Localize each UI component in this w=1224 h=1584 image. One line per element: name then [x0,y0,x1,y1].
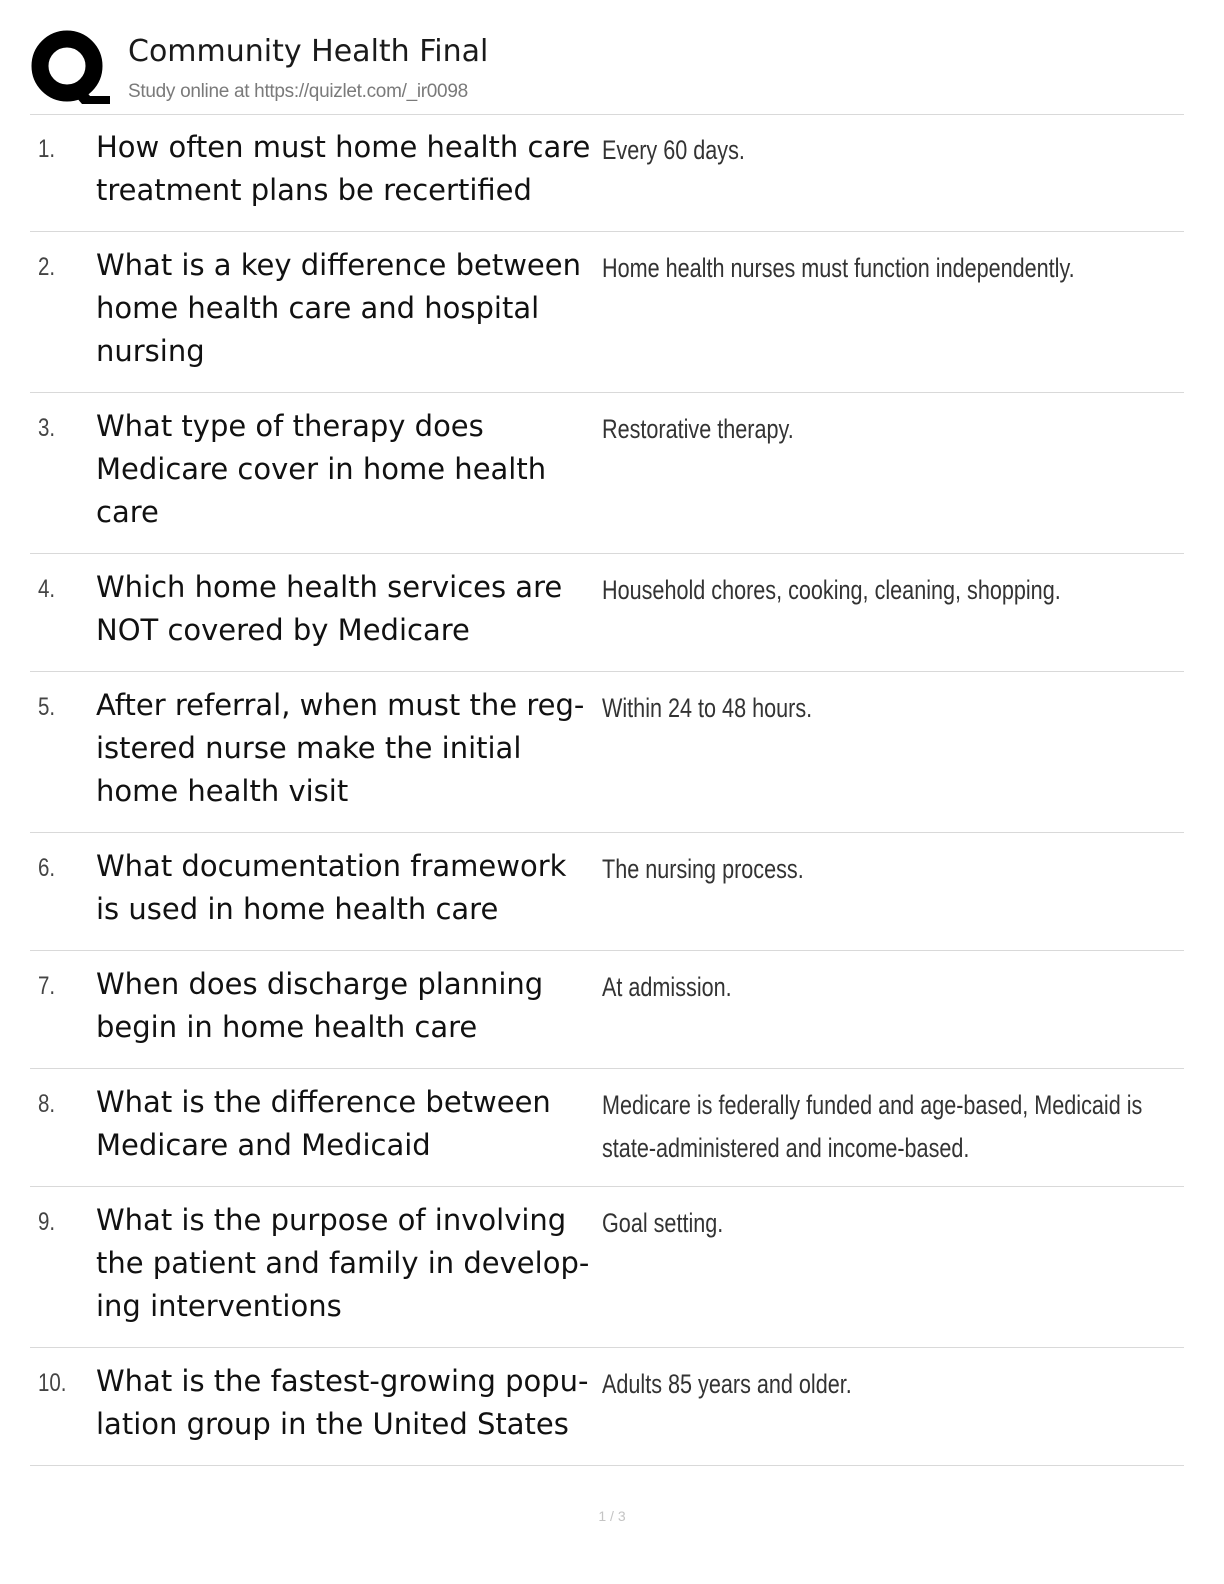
card-number: 5. [38,693,56,721]
card-term: What type of therapy does Medicare cover in home health care [96,409,547,529]
card-term: Which home health services are NOT covered by Medicare [96,570,563,647]
card-number: 10. [38,1369,67,1397]
card-definition: At admission. [602,972,732,1002]
card-definition: Medicare is federally funded and age-based, Medicaid is state-administered and income-based. [602,1090,1143,1163]
card-row [30,114,1184,232]
card-number: 4. [38,575,56,603]
card-definition: Adults 85 years and older. [602,1369,852,1399]
card-term: When does discharge planning begin in home health care [96,967,544,1044]
card-row [30,232,1184,393]
document-title: Community Health Final [128,34,489,69]
card-definition: Restorative therapy. [602,414,794,444]
card-definition: Goal setting. [602,1208,724,1238]
card-number: 7. [38,972,56,1000]
card-definition: The nursing process. [602,854,804,884]
quizlet-logo [30,28,110,108]
card-row [30,1069,1184,1187]
card-term: How often must home health care treatment plans be recertified [96,130,591,207]
card-definition: Every 60 days. [602,135,745,165]
card-term: What is the purpose of involving the patient and family in develop-ing interventions [96,1203,590,1323]
card-definition: Household chores, cooking, cleaning, shopping. [602,575,1061,605]
card-number: 1. [38,135,56,163]
card-number: 9. [38,1208,56,1236]
card-number: 8. [38,1090,56,1118]
card-term: What documentation framework is used in home health care [96,849,567,926]
card-row [30,951,1184,1069]
card-number: 2. [38,253,56,281]
card-definition: Home health nurses must function independently. [602,253,1075,283]
card-row [30,833,1184,951]
card-number: 6. [38,854,56,882]
flashcard-list [30,114,1184,1466]
card-term: After referral, when must the reg-istered nurse make the initial home health visit [96,688,585,808]
card-term: What is a key difference between home health care and hospital nursing [96,248,581,368]
card-row [30,393,1184,554]
card-row [30,554,1184,672]
card-row [30,1348,1184,1466]
page-number: 1 / 3 [598,1508,626,1524]
card-number: 3. [38,414,56,442]
card-term: What is the fastest-growing popu-lation group in the United States [96,1364,589,1441]
card-row [30,672,1184,833]
card-row [30,1187,1184,1348]
card-definition: Within 24 to 48 hours. [602,693,813,723]
card-term: What is the difference between Medicare and Medicaid [96,1085,551,1162]
document-subtitle: Study online at https://quizlet.com/_ir0098 [128,81,468,102]
page-header [30,28,1184,115]
